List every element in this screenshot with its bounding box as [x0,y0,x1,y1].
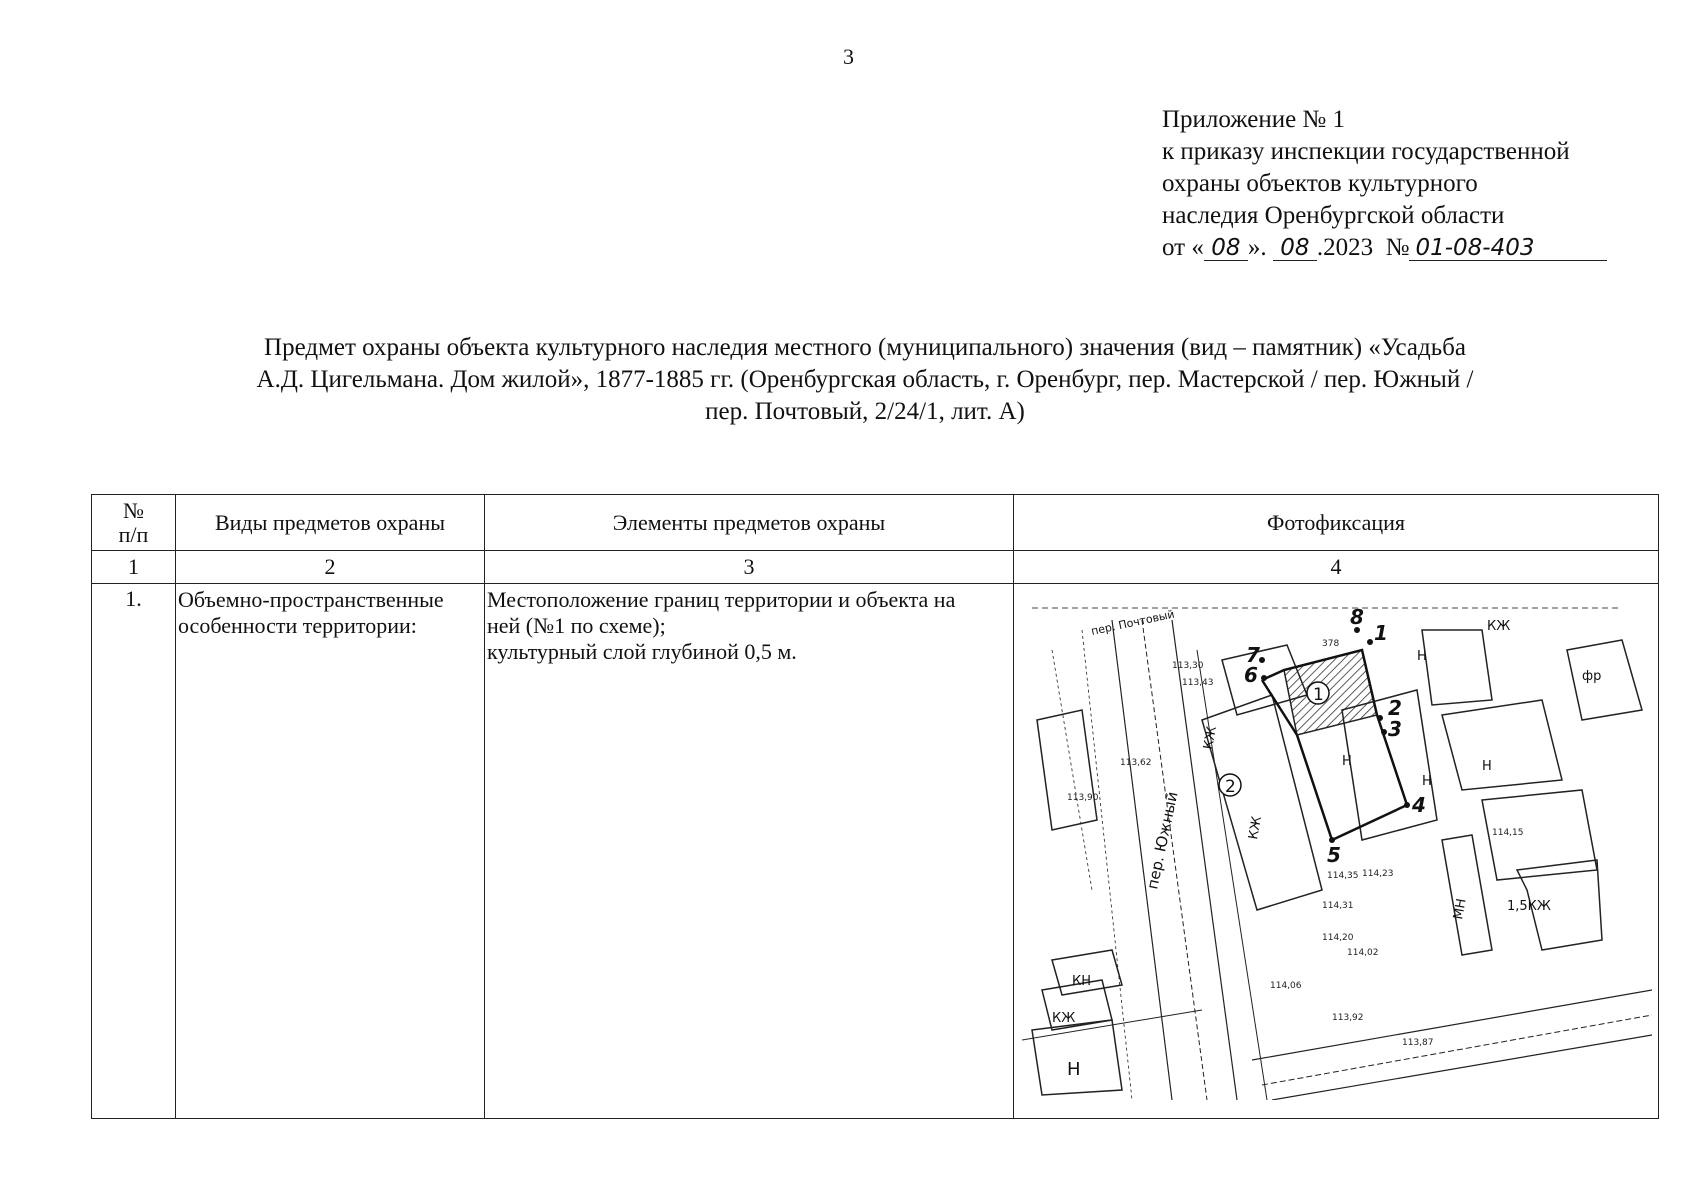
building-label: КЖ [1052,1011,1076,1026]
elevation-mark: 113,30 [1172,661,1204,671]
building-label: КН [1072,974,1092,989]
date-month-handwritten: 08 [1273,236,1317,261]
elevation-mark: 114,15 [1492,828,1524,838]
elevation-mark: 114,02 [1347,948,1379,958]
building-label: Н [1422,774,1432,789]
order-number-handwritten: 01-08-403 [1409,236,1607,261]
row-element-line: ней (№1 по схеме); [487,613,666,638]
header-photo: Фотофиксация [1014,495,1659,551]
page-number: 3 [843,44,854,69]
elevation-mark: 113,62 [1120,758,1152,768]
point-label: 8 [1350,605,1364,629]
header-kinds: Виды предметов охраны [176,495,485,551]
date-prefix: от « [1162,234,1204,261]
object-number: 1 [1313,685,1324,705]
dimension-mark: 378 [1322,639,1340,649]
appendix-line: к приказу инспекции государственной [1162,138,1570,165]
elevation-mark: 113,87 [1402,1038,1434,1048]
elevation-mark: 114,20 [1322,933,1354,943]
row-photo [1014,584,1659,1119]
elevation-mark: 113,43 [1182,678,1214,688]
col-number: 4 [1014,551,1659,584]
building-label: КЖ [1487,619,1511,634]
column-number-row [92,551,1659,584]
date-day-handwritten: 08 [1204,236,1248,261]
building-label: Н [1482,759,1492,774]
point-label: 7 [1246,643,1260,667]
point-label: 5 [1327,843,1341,867]
appendix-title: Приложение № 1 [1162,106,1346,133]
title-line: Предмет охраны объекта культурного наследия местного (муниципального) значения (вид – памятник) «Усадьба [264,334,1466,361]
point-label: 4 [1412,793,1426,817]
object-number: 2 [1225,777,1236,797]
title-line: А.Д. Цигельмана. Дом жилой», 1877-1885 гг. (Оренбургская область, г. Оренбург, пер. Мастерской / пер. Южный / [256,366,1474,393]
header-elements: Элементы предметов охраны [485,495,1014,551]
building-label: КЖ [1201,725,1220,751]
appendix-line: охраны объектов культурного [1162,170,1478,197]
point-label: 3 [1388,717,1402,741]
elevation-mark: 114,06 [1270,981,1302,991]
col-number: 1 [92,551,176,584]
row-element-line: культурный слой глубиной 0,5 м. [487,639,797,664]
row-element-line: Местоположение границ территории и объекта на [487,587,956,612]
building-label: КЖ [1246,815,1265,841]
document-title [130,332,1600,428]
row-elements [485,584,1014,1119]
protection-table [91,494,1659,1119]
header-num [92,495,176,551]
row-kind-line: Объемно-пространственные [178,587,444,612]
row-kind [176,584,485,1119]
building-label: фр [1582,669,1602,684]
building-label: Н [1067,1059,1081,1080]
elevation-mark: 114,31 [1322,901,1354,911]
col-number: 2 [176,551,485,584]
header-num-label: п/п [118,521,149,547]
row-number: 1. [92,584,176,1119]
elevation-mark: 113,90 [1067,793,1099,803]
col-number: 3 [485,551,1014,584]
date-year: .2023 [1316,234,1374,261]
building-label: Н [1342,754,1352,769]
building-label: 1,5КЖ [1507,899,1551,914]
appendix-date-line [1162,232,1607,264]
elevation-mark: 113,92 [1332,1013,1364,1023]
appendix-line: наследия Оренбургской области [1162,202,1505,229]
table-row [92,584,1659,1119]
elevation-mark: 114,23 [1362,869,1394,879]
building-label: Н [1417,649,1427,664]
street-label: пер. Южный [1143,790,1182,891]
building-label: МН [1451,897,1470,921]
row-kind-line: особенности территории: [178,613,417,638]
header-num-symbol: № [123,497,144,523]
elevation-mark: 114,35 [1327,871,1359,881]
title-line: пер. Почтовый, 2/24/1, лит. А) [705,398,1025,425]
point-label: 2 [1388,696,1402,720]
table-header-row [92,495,1659,551]
date-mid: ». [1247,234,1273,261]
street-label: пер. Почтовый [1089,607,1176,638]
point-label: 1 [1374,621,1388,645]
site-plan-map [1022,590,1652,1100]
point-label: 6 [1244,663,1258,687]
appendix-block [1162,104,1607,264]
order-number-prefix: № [1385,234,1410,261]
